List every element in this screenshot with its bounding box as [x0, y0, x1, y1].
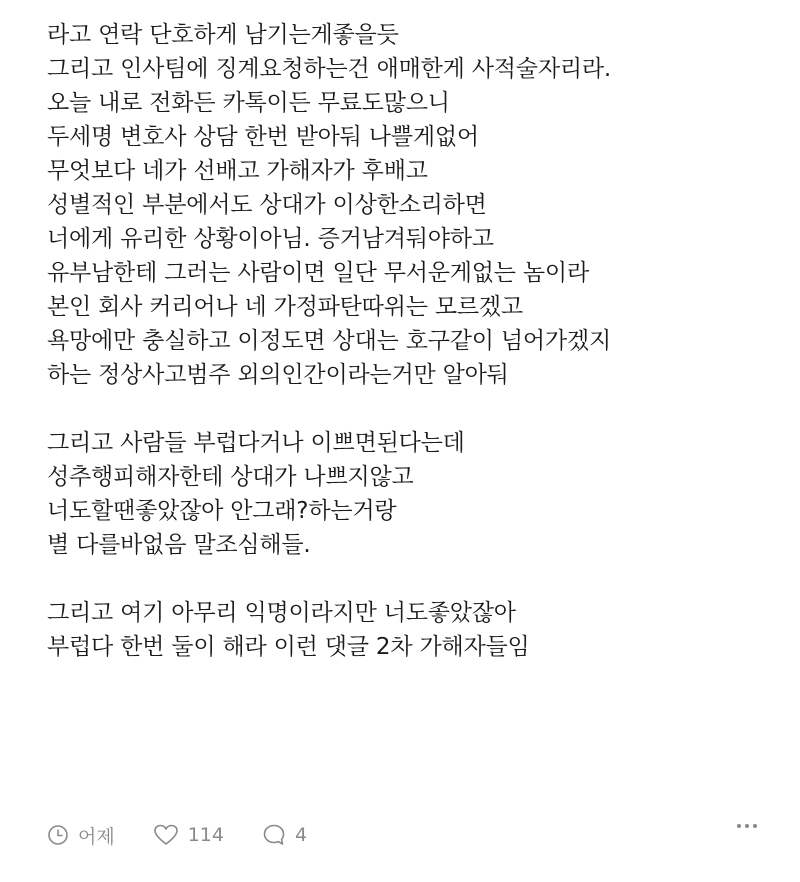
more-dots-icon [745, 824, 749, 828]
more-options-button[interactable] [737, 824, 757, 828]
post-text-line: 성별적인 부분에서도 상대가 이상한소리하면 [47, 192, 487, 218]
paragraph-gap [47, 562, 777, 596]
post-text-line: 오늘 내로 전화든 카톡이든 무료도많으니 [47, 90, 450, 116]
post-text-line: 본인 회사 커리어나 네 가정파탄따위는 모르겠고 [47, 294, 523, 320]
post-time-text: 어제 [78, 825, 115, 848]
paragraph-gap [47, 392, 777, 426]
post-text-line: 유부남한테 그러는 사람이면 일단 무서운게없는 놈이라 [47, 260, 589, 286]
like-count: 114 [187, 824, 224, 846]
post-text-line: 하는 정상사고범주 외의인간이라는거만 알아둬 [47, 362, 509, 388]
post-text-line: 두세명 변호사 상담 한번 받아둬 나쁠게없어 [47, 124, 479, 150]
comment-count: 4 [294, 824, 308, 846]
heart-icon [153, 824, 179, 846]
post-text-line: 너에게 유리한 상황이아님. 증거남겨둬야하고 [47, 226, 494, 252]
post-text-line: 라고 연락 단호하게 남기는게좋을듯 [47, 22, 399, 48]
post-text-line: 너도할땐좋았잖아 안그래?하는거랑 [47, 498, 397, 524]
post-body [47, 18, 777, 664]
post-text-line: 부럽다 한번 둘이 해라 이런 댓글 2차 가해자들임 [47, 634, 530, 660]
post-time [47, 822, 115, 849]
more-dots-icon [753, 824, 757, 828]
post-text-line: 그리고 인사팀에 징계요청하는건 애매한게 사적술자리라. [47, 56, 611, 82]
post-text-line: 그리고 사람들 부럽다거나 이쁘면된다는데 [47, 430, 465, 456]
post-text-line: 그리고 여기 아무리 익명이라지만 너도좋았잖아 [47, 600, 516, 626]
like-button[interactable] [153, 824, 224, 846]
post-text-line: 욕망에만 충실하고 이정도면 상대는 호구같이 넘어가겠지 [47, 328, 611, 354]
comment-button[interactable] [262, 823, 307, 847]
clock-icon [47, 824, 69, 846]
post-text-line: 성추행피해자한테 상대가 나쁘지않고 [47, 464, 414, 490]
post-footer [47, 818, 757, 852]
post-text-line: 별 다를바없음 말조심해들. [47, 532, 311, 558]
post-text-line: 무엇보다 네가 선배고 가해자가 후배고 [47, 158, 428, 184]
more-dots-icon [737, 824, 741, 828]
comment-bubble-icon [262, 823, 286, 847]
